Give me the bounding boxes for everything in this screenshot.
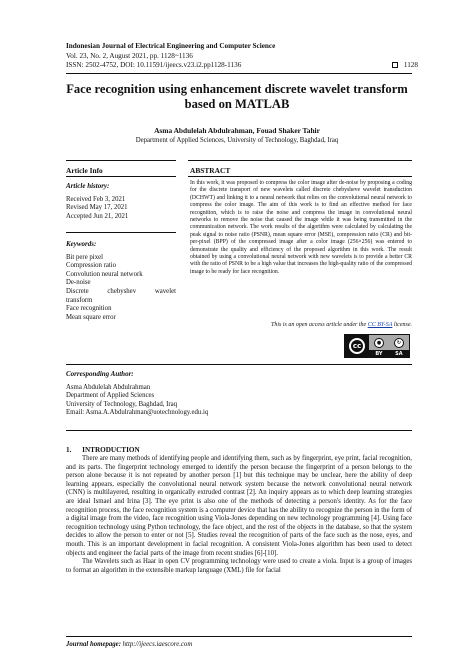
author-department: Department of Applied Sciences [66, 392, 155, 400]
journal-volume: Vol. 23, No. 2, August 2021, pp. 1128~1136 [66, 51, 193, 60]
homepage-label: Journal homepage [66, 641, 119, 648]
corresponding-rule [66, 430, 412, 431]
journal-homepage: Journal homepage: http://ijeecs.iaescore.com [66, 641, 193, 648]
keyword-item: Convolution neural network [66, 270, 143, 278]
journal-title: Indonesian Journal of Electrical Engineering and Computer Science [66, 42, 276, 50]
cc-license-badge[interactable] [344, 334, 410, 358]
author-name: Asma Abdulelah Abdulrahman [66, 383, 151, 391]
square-icon [392, 62, 398, 68]
license-link[interactable]: CC BY-SA [367, 322, 393, 328]
history-accepted: Accepted Jun 21, 2021 [66, 212, 129, 220]
keyword-item: De-noise [66, 279, 91, 287]
info-bottom-rule [66, 364, 412, 365]
keywords-block [66, 240, 176, 322]
article-info-heading: Article Info [66, 166, 103, 175]
paragraph: The Wavelets such as Haar in open CV programming technology were used to create a viola. Input is a group of images to format an algorithm in the extensible markup language (XML) file for facial [66, 558, 412, 574]
history-revised: Revised May 17, 2021 [66, 204, 128, 212]
author-email: Email: Asma.A.Abdulrahman@uotechnology.edu.iq [66, 409, 209, 417]
keyword-item: Bit pere pixel [66, 253, 103, 261]
abstract-rule [188, 176, 412, 177]
by-label: BY [375, 350, 383, 357]
share-alike-icon: ↻ [394, 338, 404, 348]
article-info-top-rule [66, 160, 176, 161]
keyword-item: Discrete chebyshev wavelet [66, 287, 176, 295]
keywords-rule [66, 232, 176, 233]
homepage-url[interactable]: http://ijeecs.iaescore.com [122, 641, 193, 648]
keywords-heading: Keywords: [66, 240, 97, 248]
corresponding-author [66, 370, 366, 418]
footer-rule [66, 636, 412, 637]
creative-commons-icon: cc [349, 338, 365, 354]
sa-label: SA [395, 350, 403, 357]
header-rule [66, 73, 412, 74]
journal-issn: ISSN: 2502-4752, DOI: 10.11591/ijeecs.v23.i2.pp1128-1136 [66, 61, 242, 70]
paragraph: There are many methods of identifying people and identifying them, such as by fingerprint, eye print, facial recognition, and its parts. The fingerprint technology emerged to identify the person because the fingerprint of a person belongs to the person alone because it is not repeated by another person [1] but this technique may be unclear, here the ability of deep learning appears, especially the convolutional neural network system because the network convolutional neural network (CNN) is multilayered, resulting in organically extruded contrast [2]. An inquiry appears as to which deep learning strategies are ideal Ismael and Irina [3]. The eye print is also one of the methods of detecting a person's identity. As for the face recognition process, the face recognition system is a computer device that has the ability to recognize the person in the form of a digital image from the video, face recognition using Viola-Jones depending on new technology programming [4]. Using face recognition technology using Python technology, the face object, and the rest of the objects in the database, so that the system decides to allow the person to enter or not [5]. Studies reveal the recognition of parts of the face such as the nose, eyes, and mouth. This is an important development in facial recognition. A consistent Viola-Jones algorithm has been used to detect objects and engineer the facial parts of the image from recent studies [6]-[10]. [66, 455, 412, 557]
paper-affiliation: Department of Applied Sciences, University of Technology, Baghdad, Iraq [135, 137, 339, 144]
keyword-item: transform [66, 296, 93, 304]
history-heading: Article history: [66, 182, 110, 190]
keyword-item: Mean square error [66, 313, 116, 321]
abstract-top-rule [188, 160, 412, 161]
abstract-heading: ABSTRACT [190, 166, 231, 175]
open-access-note [190, 322, 412, 328]
page-number: 1128 [403, 61, 418, 69]
introduction-body [66, 455, 412, 575]
paper-title: Face recognition using enhancement discrete wavelet transform based on MATLAB [66, 82, 408, 111]
article-info-rule [66, 176, 176, 177]
history-received: Received Feb 3, 2021 [66, 195, 126, 203]
journal-header [66, 42, 416, 71]
keyword-item: Face recognition [66, 305, 112, 313]
introduction-heading: 1. INTRODUCTION [66, 446, 140, 454]
open-access-suffix: license. [392, 322, 412, 328]
attribution-icon: ● [374, 338, 384, 348]
keyword-item: Compression ratio [66, 262, 117, 270]
article-history [66, 182, 176, 221]
page-number-block [392, 61, 418, 69]
paper-authors: Asma Abdulelah Abdulrahman, Fouad Shaker Tahir [154, 126, 320, 135]
abstract-text: In this work, it was proposed to compress the color image after de-noise by proposing a coding for the discrete transport of new wavelets called discrete chebysheve wavelet transduction (DCHWT) and linking it to a neural network that relies on the convolutional neural network to compress the color image. The aim of this work is to find an effective method for face recognition, which is to raise the noise and compress the image in convolutional neural networks to remove the noise that caused the image while it was being transmitted in the communication network. The work results of the algorithm were calculated by calculating the peak signal to noise ratio (PSNR), mean square error (MSE), compression ratio (CR) and bit-per-pixel (BPP) of the compressed image after a color image (256×256) was entered to demonstrate the quality and efficiency of the proposed algorithm in this work. The result obtained by using a convolutional neural network with new wavelets is to provide a better CR with the ratio of PSNR to be a high value that increases the high-quality ratio of the compressed image to be ready for face recognition. [190, 180, 412, 275]
open-access-prefix: This is an open access article under the [271, 322, 368, 328]
author-university: University of Technology, Baghdad, Iraq [66, 400, 178, 408]
corresponding-heading: Corresponding Author: [66, 370, 134, 378]
